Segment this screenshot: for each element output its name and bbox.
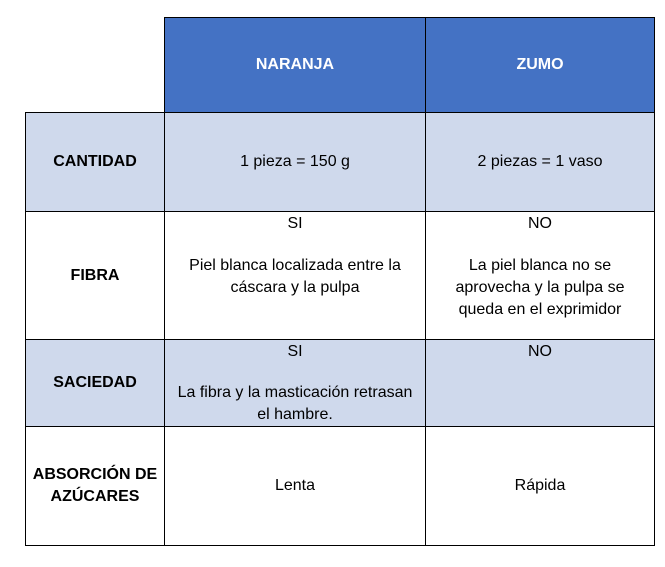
cell-fibra-zumo [426,212,655,340]
table-corner-cell [25,17,165,113]
cell-saciedad-zumo [426,340,655,427]
row-label-absorcion [25,427,165,546]
cell-answer: NO [528,215,552,232]
header-zumo-label: ZUMO [516,56,564,73]
row-label-cantidad [25,113,165,212]
row-label-text: CANTIDAD [53,153,137,170]
cell-cantidad-naranja [165,113,426,212]
cell-fibra-naranja [165,212,426,340]
row-label-text: SACIEDAD [53,374,137,391]
cell-absorcion-zumo [426,427,655,546]
header-zumo [426,17,655,113]
cell-value: 1 pieza = 150 g [240,153,350,170]
cell-answer: SI [287,343,303,360]
cell-cantidad-zumo [426,113,655,212]
cell-note: Piel blanca localizada entre la cáscara y la pulpa [189,257,401,296]
row-label-line1: ABSORCIÓN DE [32,466,158,483]
comparison-table [25,17,655,546]
row-label-text: FIBRA [70,266,120,284]
cell-value: 2 piezas = 1 vaso [477,153,603,170]
cell-value: Lenta [274,477,316,494]
row-label-fibra [25,212,165,340]
cell-saciedad-naranja [165,340,426,427]
cell-absorcion-naranja [165,427,426,546]
header-naranja [165,17,426,113]
cell-note: La fibra y la masticación retrasan el hambre. [177,384,413,423]
cell-note: La piel blanca no se aprovecha y la pulpa se queda en el exprimidor [455,257,625,318]
row-label-saciedad [25,340,165,427]
cell-answer: SI [287,215,303,232]
cell-value: Rápida [514,477,566,494]
cell-answer: NO [528,343,552,360]
row-label-line2: AZÚCARES [50,488,140,505]
header-naranja-label: NARANJA [255,56,335,73]
